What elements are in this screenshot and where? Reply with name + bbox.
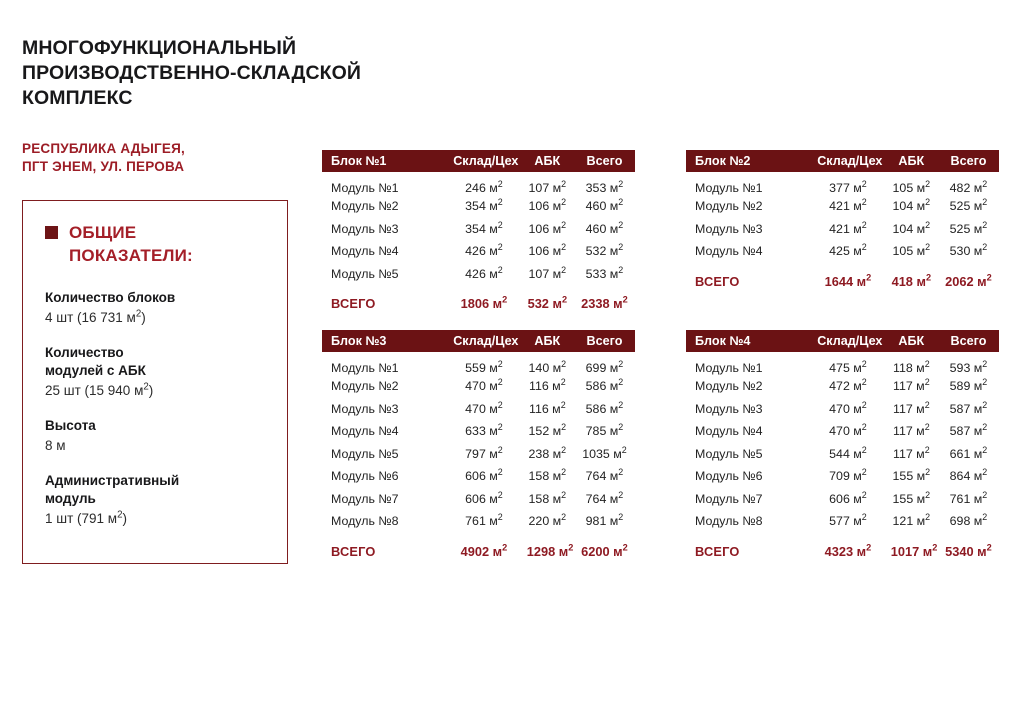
column-header-store: Склад/Цех xyxy=(811,330,885,352)
cell-abk: 158 $м^2$ xyxy=(528,489,567,506)
cell-store: 797 $м^2$ xyxy=(465,444,503,461)
cell-abk: 105 $м^2$ xyxy=(892,178,931,195)
table-row xyxy=(686,195,999,218)
cell-abk: 117 $м^2$ xyxy=(892,377,930,394)
cell-abk: 106 $м^2$ xyxy=(528,197,567,214)
table-row xyxy=(686,172,999,195)
cell-total: 698 $м^2$ xyxy=(949,512,988,529)
cell-total: 532 $м^2$ xyxy=(585,242,624,259)
total-abk: 1298 $м^2$ xyxy=(526,542,574,559)
cell-total: 764 $м^2$ xyxy=(585,467,624,484)
cell-total: 699 $м^2$ xyxy=(585,358,624,375)
cell-total: 785 $м^2$ xyxy=(585,422,624,439)
table-row xyxy=(322,375,635,398)
cell-abk: 140 $м^2$ xyxy=(528,358,567,375)
table-body xyxy=(686,352,999,561)
table-header-row xyxy=(686,150,999,172)
cell-total: 525 $м^2$ xyxy=(949,219,988,236)
stat-modules-with-abk xyxy=(45,344,267,400)
cell-store: 470 $м^2$ xyxy=(829,399,867,416)
stat-label-line: Административный xyxy=(45,473,180,488)
row-label: Модуль №2 xyxy=(331,199,399,214)
stat-label xyxy=(45,289,267,307)
column-header-store: Склад/Цех xyxy=(811,150,885,172)
table-row xyxy=(686,510,999,533)
cell-total: 525 $м^2$ xyxy=(949,197,988,214)
cell-abk: 117 $м^2$ xyxy=(892,399,930,416)
column-header-total: Всего xyxy=(938,150,999,172)
row-label: Модуль №2 xyxy=(695,379,763,394)
total-store: 4902 $м^2$ xyxy=(460,542,508,559)
general-indicators-header xyxy=(45,221,267,267)
cell-abk: 152 $м^2$ xyxy=(528,422,567,439)
cell-store: 472 $м^2$ xyxy=(829,377,867,394)
table-row xyxy=(322,465,635,488)
table-total-row xyxy=(686,533,999,561)
table-row xyxy=(322,263,635,286)
cell-total: 864 $м^2$ xyxy=(949,467,988,484)
stat-blocks-count xyxy=(45,289,267,327)
row-label: Модуль №6 xyxy=(695,469,763,484)
column-header-store: Склад/Цех xyxy=(447,150,521,172)
stat-value: 4 шт (16 731 $м^2$) xyxy=(45,308,146,325)
cell-total: 587 $м^2$ xyxy=(949,422,988,439)
row-label: Модуль №3 xyxy=(331,401,399,416)
cell-total: 589 $м^2$ xyxy=(949,377,988,394)
total-total: 2338 $м^2$ xyxy=(581,294,628,311)
table-row xyxy=(322,352,635,375)
cell-total: 353 $м^2$ xyxy=(585,178,624,195)
table-row xyxy=(686,218,999,241)
total-abk: 418 $м^2$ xyxy=(891,272,932,289)
table-row xyxy=(686,352,999,375)
cell-abk: 107 $м^2$ xyxy=(528,178,567,195)
table-row xyxy=(686,465,999,488)
cell-abk: 121 $м^2$ xyxy=(892,512,931,529)
cell-store: 633 $м^2$ xyxy=(465,422,503,439)
stat-label-line: модулей с АБК xyxy=(45,363,146,378)
column-header-abk: АБК xyxy=(885,150,938,172)
cell-abk: 116 $м^2$ xyxy=(528,399,566,416)
table-row xyxy=(686,398,999,421)
cell-abk: 220 $м^2$ xyxy=(528,512,567,529)
cell-store: 354 $м^2$ xyxy=(465,197,503,214)
cell-store: 606 $м^2$ xyxy=(465,489,503,506)
table-row xyxy=(686,240,999,263)
table-row xyxy=(322,172,635,195)
table-row xyxy=(686,375,999,398)
stat-value: 25 шт (15 940 $м^2$) xyxy=(45,381,154,398)
table-row xyxy=(686,420,999,443)
row-label: Модуль №5 xyxy=(695,446,763,461)
row-label: Модуль №8 xyxy=(331,514,399,529)
row-label: Модуль №4 xyxy=(331,424,399,439)
column-header-total: Всего xyxy=(574,330,635,352)
table-body xyxy=(322,352,635,561)
total-label: ВСЕГО xyxy=(331,543,376,559)
table-total-row xyxy=(322,285,635,313)
subtitle-line-1: РЕСПУБЛИКА АДЫГЕЯ, xyxy=(22,141,185,156)
table-row xyxy=(322,218,635,241)
title-line-2: ПРОИЗВОДСТВЕННО-СКЛАДСКОЙ xyxy=(22,62,362,84)
total-store: 4323 $м^2$ xyxy=(824,542,872,559)
main-title-text xyxy=(22,36,362,111)
cell-total: 761 $м^2$ xyxy=(949,489,988,506)
row-label: Модуль №1 xyxy=(331,181,399,195)
row-label: Модуль №1 xyxy=(695,181,763,195)
total-label: ВСЕГО xyxy=(695,273,740,289)
cell-store: 577 $м^2$ xyxy=(829,512,867,529)
cell-store: 421 $м^2$ xyxy=(829,219,867,236)
cell-abk: 106 $м^2$ xyxy=(528,219,567,236)
total-store: 1806 $м^2$ xyxy=(460,294,508,311)
row-label: Модуль №4 xyxy=(695,244,763,259)
cell-total: 586 $м^2$ xyxy=(585,377,624,394)
block-3-table xyxy=(322,330,635,561)
cell-store: 354 $м^2$ xyxy=(465,219,503,236)
cell-total: 586 $м^2$ xyxy=(585,399,624,416)
location-subtitle xyxy=(22,140,322,176)
row-label: Модуль №4 xyxy=(331,244,399,259)
total-label: ВСЕГО xyxy=(331,296,376,311)
cell-store: 470 $м^2$ xyxy=(465,399,503,416)
stat-label xyxy=(45,417,267,435)
general-indicators-title xyxy=(69,221,193,267)
cell-store: 426 $м^2$ xyxy=(465,242,503,259)
cell-total: 482 $м^2$ xyxy=(949,178,988,195)
column-header-abk: АБК xyxy=(521,150,574,172)
square-bullet-icon xyxy=(45,226,58,239)
row-label: Модуль №3 xyxy=(695,401,763,416)
table-body xyxy=(322,172,635,313)
total-store: 1644 $м^2$ xyxy=(824,272,872,289)
cell-total: 1035 $м^2$ xyxy=(582,444,627,461)
table-row xyxy=(322,420,635,443)
cell-store: 475 $м^2$ xyxy=(829,358,867,375)
cell-store: 470 $м^2$ xyxy=(829,422,867,439)
total-total: 5340 $м^2$ xyxy=(945,542,992,559)
table-total-row xyxy=(322,533,635,561)
row-label: Модуль №2 xyxy=(331,379,399,394)
cell-abk: 155 $м^2$ xyxy=(892,467,931,484)
cell-abk: 104 $м^2$ xyxy=(892,219,931,236)
block-2-table xyxy=(686,150,999,291)
block-4-table xyxy=(686,330,999,561)
column-header-total: Всего xyxy=(574,150,635,172)
location-subtitle-text xyxy=(22,140,322,176)
cell-abk: 238 $м^2$ xyxy=(528,444,567,461)
cell-abk: 104 $м^2$ xyxy=(892,197,931,214)
cell-store: 606 $м^2$ xyxy=(829,489,867,506)
column-header-abk: АБК xyxy=(521,330,574,352)
cell-abk: 117 $м^2$ xyxy=(892,444,930,461)
cell-total: 460 $м^2$ xyxy=(585,219,624,236)
stat-label-line: модуль xyxy=(45,491,96,506)
cell-abk: 116 $м^2$ xyxy=(528,377,566,394)
total-label: ВСЕГО xyxy=(695,543,740,559)
block-1-table xyxy=(322,150,635,313)
cell-store: 761 $м^2$ xyxy=(465,512,503,529)
table-row xyxy=(322,510,635,533)
block-title-header: Блок №4 xyxy=(686,330,811,352)
stat-label-line: Количество xyxy=(45,345,124,360)
table-body xyxy=(686,172,999,291)
table-total-row xyxy=(686,263,999,291)
row-label: Модуль №5 xyxy=(331,446,399,461)
total-total: 2062 $м^2$ xyxy=(945,272,992,289)
cell-total: 593 $м^2$ xyxy=(949,358,988,375)
row-label: Модуль №1 xyxy=(695,361,763,375)
column-header-total: Всего xyxy=(938,330,999,352)
cell-store: 544 $м^2$ xyxy=(829,444,867,461)
row-label: Модуль №1 xyxy=(331,361,399,375)
table-header-row xyxy=(322,330,635,352)
stat-label-line: Количество блоков xyxy=(45,290,176,305)
stat-administrative-module xyxy=(45,472,267,528)
cell-total: 530 $м^2$ xyxy=(949,242,988,259)
row-label: Модуль №7 xyxy=(695,491,763,506)
table-row xyxy=(322,240,635,263)
stat-height xyxy=(45,417,267,455)
stat-value: 8 м xyxy=(45,438,66,453)
row-label: Модуль №8 xyxy=(695,514,763,529)
cell-store: 426 $м^2$ xyxy=(465,264,503,281)
stat-label xyxy=(45,344,267,380)
table-row xyxy=(322,195,635,218)
stat-label-line: Высота xyxy=(45,418,96,433)
cell-abk: 105 $м^2$ xyxy=(892,242,931,259)
title-line-3: КОМПЛЕКС xyxy=(22,87,133,109)
cell-total: 661 $м^2$ xyxy=(949,444,988,461)
column-header-store: Склад/Цех xyxy=(447,330,521,352)
cell-total: 460 $м^2$ xyxy=(585,197,624,214)
summary-title-line-2: ПОКАЗАТЕЛИ: xyxy=(69,246,193,265)
total-total: 6200 $м^2$ xyxy=(581,542,628,559)
cell-total: 533 $м^2$ xyxy=(585,264,624,281)
cell-store: 470 $м^2$ xyxy=(465,377,503,394)
column-header-abk: АБК xyxy=(885,330,938,352)
row-label: Модуль №3 xyxy=(331,221,399,236)
table-row xyxy=(322,398,635,421)
row-label: Модуль №5 xyxy=(331,266,399,281)
stat-value: 1 шт (791 $м^2$) xyxy=(45,509,127,526)
cell-store: 421 $м^2$ xyxy=(829,197,867,214)
cell-abk: 106 $м^2$ xyxy=(528,242,567,259)
cell-store: 425 $м^2$ xyxy=(829,242,867,259)
cell-store: 377 $м^2$ xyxy=(829,178,867,195)
cell-store: 559 $м^2$ xyxy=(465,358,503,375)
row-label: Модуль №4 xyxy=(695,424,763,439)
block-title-header: Блок №3 xyxy=(322,330,447,352)
table-row xyxy=(322,488,635,511)
table-row xyxy=(322,443,635,466)
row-label: Модуль №2 xyxy=(695,199,763,214)
general-indicators-panel xyxy=(22,200,288,564)
cell-total: 587 $м^2$ xyxy=(949,399,988,416)
subtitle-line-2: ПГТ ЭНЕМ, УЛ. ПЕРОВА xyxy=(22,159,185,174)
cell-store: 246 $м^2$ xyxy=(465,178,503,195)
title-line-1: МНОГОФУНКЦИОНАЛЬНЫЙ xyxy=(22,37,297,59)
cell-store: 606 $м^2$ xyxy=(465,467,503,484)
cell-store: 709 $м^2$ xyxy=(829,467,867,484)
table-header-row xyxy=(686,330,999,352)
total-abk: 1017 $м^2$ xyxy=(890,542,938,559)
total-abk: 532 $м^2$ xyxy=(527,294,568,311)
cell-abk: 117 $м^2$ xyxy=(892,422,930,439)
row-label: Модуль №6 xyxy=(331,469,399,484)
cell-abk: 158 $м^2$ xyxy=(528,467,567,484)
cell-total: 764 $м^2$ xyxy=(585,489,624,506)
stat-label xyxy=(45,472,267,508)
cell-total: 981 $м^2$ xyxy=(585,512,624,529)
cell-abk: 118 $м^2$ xyxy=(892,358,930,375)
table-row xyxy=(686,488,999,511)
page-title xyxy=(22,36,362,111)
block-title-header: Блок №1 xyxy=(322,150,447,172)
table-row xyxy=(686,443,999,466)
row-label: Модуль №7 xyxy=(331,491,399,506)
block-title-header: Блок №2 xyxy=(686,150,811,172)
table-header-row xyxy=(322,150,635,172)
summary-title-line-1: ОБЩИЕ xyxy=(69,223,137,242)
row-label: Модуль №3 xyxy=(695,221,763,236)
cell-abk: 155 $м^2$ xyxy=(892,489,931,506)
cell-abk: 107 $м^2$ xyxy=(528,264,567,281)
